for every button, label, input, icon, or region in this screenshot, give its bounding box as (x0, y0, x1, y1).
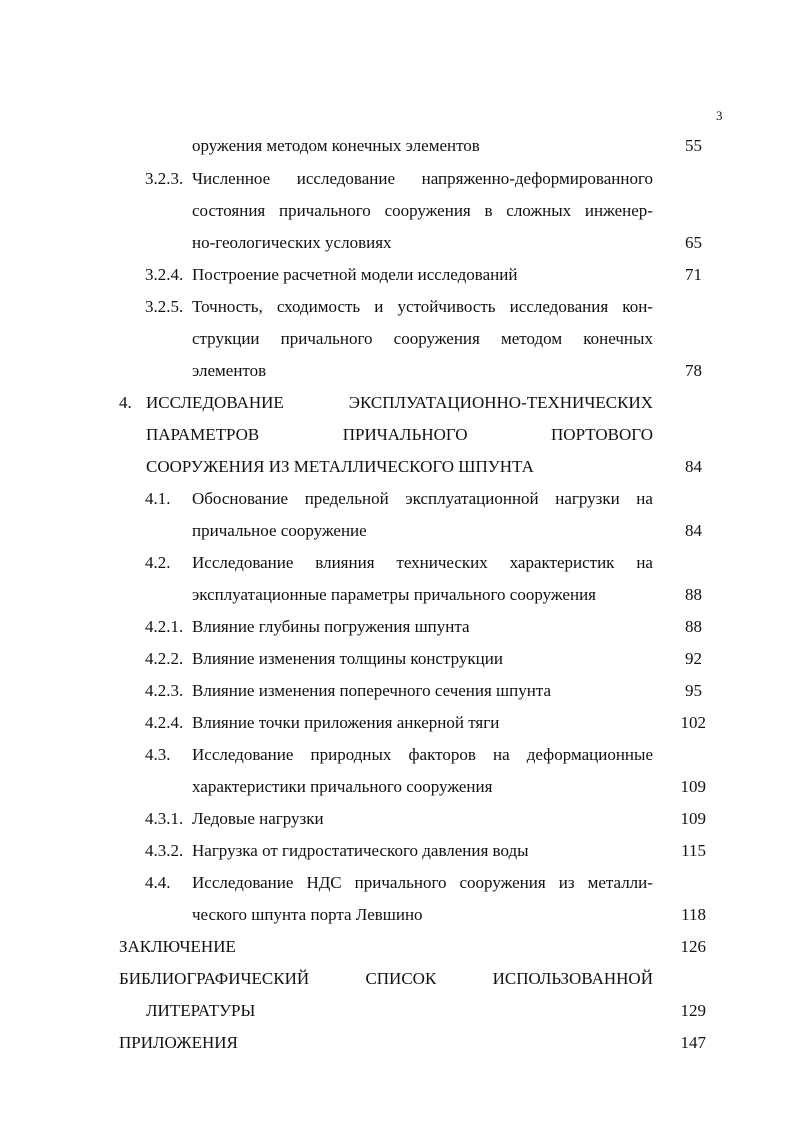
toc-word: на (636, 553, 653, 572)
toc-entry-page: 147 (680, 1033, 706, 1052)
toc-entry-page: 71 (685, 265, 702, 284)
toc-entry-justified-line (192, 297, 653, 317)
toc-word: ИСПОЛЬЗОВАННОЙ (492, 969, 653, 988)
toc-entry-text: характеристики причального сооружения (192, 777, 493, 796)
toc-entry-text: Построение расчетной модели исследований (192, 265, 518, 284)
toc-word: причального (278, 201, 371, 220)
toc-entry-text: эксплуатационные параметры причального сооружения (192, 585, 596, 604)
toc-entry-text: Влияние глубины погружения шпунта (192, 617, 470, 636)
toc-word: технических (396, 553, 488, 572)
toc-entry-text: СООРУЖЕНИЯ ИЗ МЕТАЛЛИЧЕСКОГО ШПУНТА (146, 457, 534, 476)
toc-word: характеристик (509, 553, 615, 572)
toc-word: сходимость (276, 297, 361, 316)
toc-word: ЭКСПЛУАТАЦИОННО-ТЕХНИЧЕСКИХ (348, 393, 653, 412)
toc-word: в (484, 201, 493, 220)
page-number: 3 (716, 108, 723, 123)
toc-entry-number: 4. (119, 393, 132, 412)
toc-word: на (636, 489, 653, 508)
toc-word: ПАРАМЕТРОВ (146, 425, 260, 444)
toc-entry-number: 4.3.1. (145, 809, 184, 828)
toc-word: эксплуатационной (405, 489, 539, 508)
toc-entry-page: 84 (685, 457, 702, 476)
toc-entry-justified-line (192, 201, 653, 221)
toc-word: Численное (192, 169, 271, 188)
toc-word: предельной (304, 489, 389, 508)
toc-entry-number: 4.2. (145, 553, 171, 572)
toc-entry-page: 88 (685, 585, 702, 604)
toc-entry-text: Влияние изменения толщины конструкции (192, 649, 503, 668)
toc-word: сооружения (384, 201, 471, 220)
toc-word: струкции (192, 329, 260, 348)
toc-word: на (493, 745, 510, 764)
toc-entry-page: 109 (680, 777, 706, 796)
toc-word: исследования (509, 297, 609, 316)
toc-word: напряженно-деформированного (421, 169, 653, 188)
toc-entry-number: 4.2.4. (145, 713, 184, 732)
toc-entry-page: 126 (680, 937, 706, 956)
toc-entry-page: 109 (680, 809, 706, 828)
toc-word: инженер- (584, 201, 653, 220)
toc-entry-page: 118 (681, 905, 706, 924)
toc-word: Обоснование (192, 489, 289, 508)
toc-word: ПОРТОВОГО (551, 425, 653, 444)
toc-entry-page: 102 (680, 713, 706, 732)
toc-entry-justified-line (146, 425, 653, 445)
toc-entry-page: 84 (685, 521, 702, 540)
toc-word: Исследование (192, 745, 294, 764)
toc-word: ИССЛЕДОВАНИЕ (146, 393, 284, 412)
toc-word: причального (354, 873, 447, 892)
toc-entry-justified-line (192, 169, 653, 189)
toc-entry-text: ческого шпунта порта Левшино (192, 905, 423, 924)
toc-entry-number: 4.3. (145, 745, 171, 764)
toc-word: металли- (587, 873, 653, 892)
toc-entry-text: но-геологических условиях (192, 233, 392, 252)
toc-entry-number: 3.2.3. (145, 169, 184, 188)
toc-entry-text: оружения методом конечных элементов (192, 136, 480, 155)
toc-entry-text: Влияние изменения поперечного сечения шпунта (192, 681, 552, 700)
toc-word: влияния (315, 553, 375, 572)
toc-entry-page: 95 (685, 681, 702, 700)
toc-word: НДС (306, 873, 342, 892)
toc-word: состояния (192, 201, 266, 220)
toc-word: сооружения (393, 329, 480, 348)
toc-entry-text: Ледовые нагрузки (192, 809, 324, 828)
toc-word: Исследование (192, 553, 294, 572)
toc-entry-number: 3.2.4. (145, 265, 184, 284)
toc-word: сооружения (459, 873, 546, 892)
toc-entry-justified-line (146, 393, 653, 413)
toc-word: ПРИЧАЛЬНОГО (342, 425, 468, 444)
toc-word: кон- (622, 297, 653, 316)
toc-word: сложных (506, 201, 572, 220)
toc-word: методом (501, 329, 563, 348)
toc-entry-number: 3.2.5. (145, 297, 184, 316)
toc-entry-number: 4.2.1. (145, 617, 184, 636)
toc-entry-page: 92 (685, 649, 702, 668)
toc-entry-text: ЛИТЕРАТУРЫ (146, 1001, 256, 1020)
toc-word: из (558, 873, 575, 892)
toc-word: Точность, (192, 297, 263, 316)
toc-entry-page: 115 (681, 841, 706, 860)
toc-entry-text: Влияние точки приложения анкерной тяги (192, 713, 500, 732)
toc-entry-justified-line (192, 329, 653, 349)
toc-entry-page: 88 (685, 617, 702, 636)
toc-entry-text: элементов (192, 361, 267, 380)
toc-word: конечных (583, 329, 653, 348)
toc-entry-number: 4.1. (145, 489, 171, 508)
toc-word: факторов (408, 745, 476, 764)
toc-word: исследование (296, 169, 396, 188)
toc-word: природных (310, 745, 392, 764)
toc-word: причального (280, 329, 373, 348)
toc-entry-text: причальное сооружение (192, 521, 367, 540)
toc-word: Исследование (192, 873, 294, 892)
toc-entry-number: 4.2.2. (145, 649, 184, 668)
toc-entry-number: 4.4. (145, 873, 171, 892)
toc-entry-number: 4.2.3. (145, 681, 184, 700)
toc-entry-justified-line (192, 553, 653, 573)
toc-entry-text: ПРИЛОЖЕНИЯ (119, 1033, 238, 1052)
toc-entry-page: 129 (680, 1001, 706, 1020)
toc-word: БИБЛИОГРАФИЧЕСКИЙ (119, 969, 310, 988)
toc-word: СПИСОК (365, 969, 437, 988)
toc-entry-page: 65 (685, 233, 702, 252)
toc-entry-justified-line (192, 873, 653, 893)
toc-word: устойчивость (397, 297, 496, 316)
toc-entry-page: 55 (685, 136, 702, 155)
toc-word: нагрузки (555, 489, 620, 508)
toc-entry-justified-line (119, 969, 653, 989)
toc-entry-justified-line (192, 745, 653, 765)
toc-entry-page: 78 (685, 361, 702, 380)
toc-entry-justified-line (192, 489, 653, 509)
toc-word: деформационные (526, 745, 653, 764)
toc-word: и (374, 297, 384, 316)
toc-entry-text: Нагрузка от гидростатического давления воды (192, 841, 529, 860)
toc-entry-number: 4.3.2. (145, 841, 184, 860)
toc-entry-text: ЗАКЛЮЧЕНИЕ (119, 937, 236, 956)
